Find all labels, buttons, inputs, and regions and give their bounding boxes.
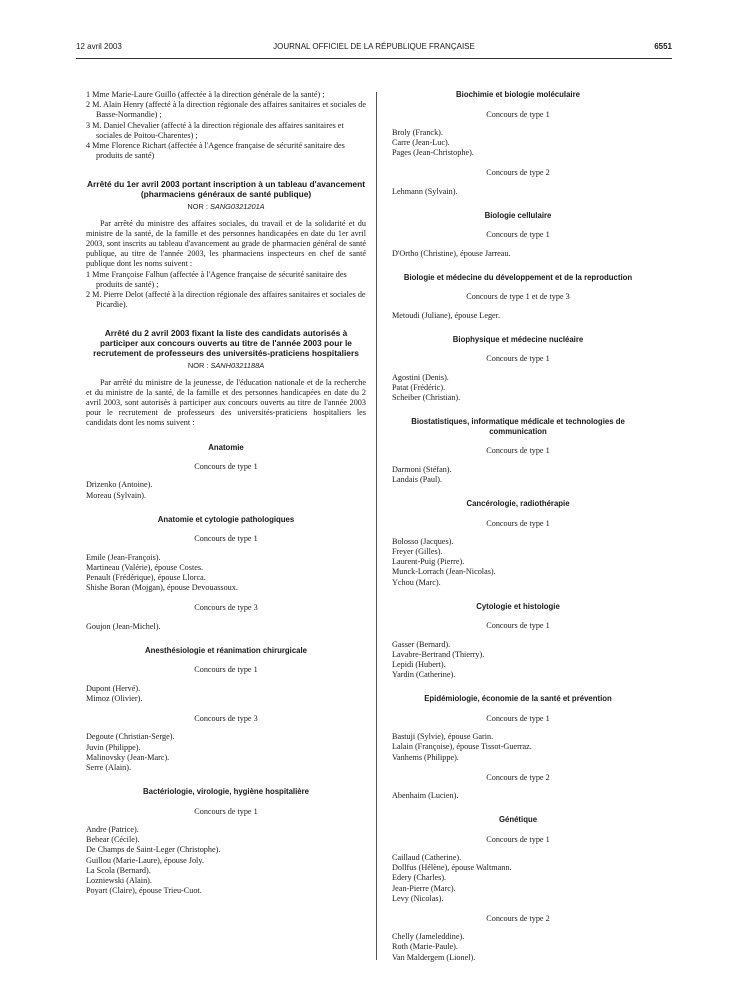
candidate-list <box>86 622 366 632</box>
candidate-name: Edery (Charles). <box>392 873 447 883</box>
header-rule <box>76 58 672 59</box>
candidate-name: D'Ortho (Christine), épouse Jarreau. <box>392 248 511 258</box>
header-date: 12 avril 2003 <box>76 42 122 51</box>
right-column <box>392 90 644 963</box>
nor-code: SANG0321201A <box>209 202 265 212</box>
list-item: 1 Mme Françoise Falhun (affectée à l'Agence française de sécurité sanitaire des produits de santé) ; <box>86 269 347 289</box>
candidate-name: Darmoni (Stéfan). <box>392 464 452 474</box>
concours-label: Concours de type 1 <box>486 354 550 364</box>
candidate-list <box>392 932 644 963</box>
candidate-name: Bastuji (Sylvie), épouse Garin. <box>392 732 494 742</box>
candidate-list <box>392 853 644 904</box>
candidate-name: Emile (Jean-François). <box>86 552 161 562</box>
nor-label: NOR : <box>187 202 208 212</box>
candidate-name: Lepidi (Hubert). <box>392 660 446 670</box>
concours-label: Concours de type 1 <box>486 446 550 456</box>
left-column <box>86 90 366 896</box>
candidate-name: Caillaud (Catherine). <box>392 853 462 863</box>
candidate-name: Lozniewski (Alain). <box>86 875 152 885</box>
candidate-name: Gasser (Bernard). <box>392 639 451 649</box>
candidate-name: Penault (Frédérique), épouse Llorca. <box>86 573 206 583</box>
candidate-name: Roth (Marie-Paule). <box>392 942 458 952</box>
candidate-name: Poyart (Claire), épouse Trieu-Cuot. <box>86 886 202 896</box>
concours-label: Concours de type 1 <box>486 109 550 119</box>
discipline-heading: Anatomie <box>208 442 244 452</box>
discipline-heading: Génétique <box>498 815 538 825</box>
discipline-heading: Bactériologie, virologie, hygiène hospitalière <box>143 787 309 797</box>
candidate-list <box>392 187 644 197</box>
list-item: 2 M. Alain Henry (affecté à la direction régionale des affaires sanitaires et sociales de Basse-Normandie) ; <box>86 100 367 120</box>
candidate-name: Patat (Frédéric). <box>392 382 446 392</box>
discipline-heading: Biophysique et médecine nucléaire <box>452 334 584 344</box>
candidate-list <box>392 537 644 588</box>
candidate-name: Lalain (Françoise), épouse Tissot-Guerraz. <box>392 742 532 752</box>
list-item: 4 Mme Florence Richart (affectée à l'Agence française de sécurité sanitaire des produits de santé) <box>86 141 345 161</box>
nor-reference <box>86 361 366 371</box>
candidate-list <box>392 640 644 681</box>
candidate-name: De Champs de Saint-Leger (Christophe). <box>86 845 221 855</box>
candidate-name: Moreau (Sylvain). <box>86 490 147 500</box>
column-divider <box>376 92 377 960</box>
nor-code: SANH0321188A <box>210 361 265 371</box>
concours-label: Concours de type 1 <box>486 621 550 631</box>
discipline-heading: Biologie cellulaire <box>484 210 552 220</box>
discipline-heading: Anesthésiologie et réanimation chirurgicale <box>144 645 308 655</box>
candidate-list <box>86 732 366 773</box>
candidate-name: Vanhems (Philippe). <box>392 752 459 762</box>
candidate-list <box>86 684 366 704</box>
candidate-name: Metoudi (Juliane), épouse Leger. <box>392 310 500 320</box>
concours-label: Concours de type 2 <box>486 772 550 782</box>
candidate-name: Shishe Boran (Mojgan), épouse Devouassoux. <box>86 583 238 593</box>
candidate-name: Landais (Paul). <box>392 474 443 484</box>
candidate-name: Dupont (Hervé). <box>86 683 141 693</box>
candidate-name: Ychou (Marc). <box>392 577 441 587</box>
arrete-title: Arrêté du 1er avril 2003 portant inscription à un tableau d'avancement (pharmaciens généraux de santé publique) <box>87 179 365 200</box>
candidate-list <box>392 373 644 404</box>
candidate-name: Van Maldergem (Lionel). <box>392 952 476 962</box>
candidate-name: Laurent-Puig (Pierre). <box>392 557 465 567</box>
concours-label: Concours de type 2 <box>486 914 550 924</box>
candidate-list <box>392 791 644 801</box>
concours-label: Concours de type 1 <box>194 806 258 816</box>
discipline-heading: Cytologie et histologie <box>476 601 560 611</box>
concours-label: Concours de type 1 <box>486 834 550 844</box>
candidate-name: Agostini (Denis). <box>392 372 449 382</box>
concours-label: Concours de type 1 <box>486 714 550 724</box>
discipline-heading: Biostatistiques, informatique médicale et technologies de communication <box>411 417 625 436</box>
candidate-name: Guillou (Marie-Laure), épouse Joly. <box>86 855 204 865</box>
candidate-name: Scheiber (Christian). <box>392 393 461 403</box>
candidate-name: Pages (Jean-Christophe). <box>392 148 474 158</box>
discipline-heading: Epidémiologie, économie de la santé et prévention <box>424 694 612 704</box>
candidate-name: Serre (Alain). <box>86 762 132 772</box>
candidate-name: Munck-Lorrach (Jean-Nicolas). <box>392 567 496 577</box>
candidate-name: Mimoz (Olivier). <box>86 693 143 703</box>
candidate-name: Freyer (Gilles). <box>392 547 443 557</box>
concours-label: Concours de type 2 <box>486 168 550 178</box>
concours-label: Concours de type 3 <box>194 603 258 613</box>
candidate-name: Andre (Patrice). <box>86 824 139 834</box>
candidate-name: Martineau (Valérie), épouse Costes. <box>86 562 204 572</box>
discipline-heading: Biochimie et biologie moléculaire <box>456 90 580 99</box>
nor-reference <box>86 202 366 212</box>
left-disciplines <box>86 443 366 897</box>
discipline-heading: Cancérologie, radiothérapie <box>466 499 570 509</box>
candidate-name: Levy (Nicolas). <box>392 893 444 903</box>
page-number: 6551 <box>654 42 672 51</box>
journal-title: JOURNAL OFFICIEL DE LA RÉPUBLIQUE FRANÇAISE <box>273 42 475 51</box>
candidate-name: La Scola (Bernard). <box>86 865 151 875</box>
candidate-name: Chelly (Jameleddine). <box>392 932 465 942</box>
candidate-list <box>392 249 644 259</box>
candidate-name: Bebear (Cécile). <box>86 835 140 845</box>
concours-label: Concours de type 1 <box>194 665 258 675</box>
candidate-name: Carre (Jean-Luc). <box>392 138 450 147</box>
candidate-name: Yardin (Catherine). <box>392 670 456 680</box>
list-item: 2 M. Pierre Delot (affecté à la direction régionale des affaires sanitaires et sociales de Picardie). <box>86 290 366 310</box>
arrete-paragraph: Par arrêté du ministre de la jeunesse, de l'éducation nationale et de la recherche et du ministre de la santé, de la famille et des personnes handicapées en date du 2 avril 2003, sont autorisés à participer aux concours ouverts au titre de l'année 2003 pour le recrutement de professeurs des universités-praticiens hospitaliers les candidats dont les noms suivent : <box>86 377 366 428</box>
intro-list <box>86 90 366 161</box>
candidate-list <box>86 825 366 896</box>
candidate-name: Dollfus (Hélène), épouse Waltmann. <box>392 863 512 873</box>
candidate-name: Lavabre-Bertrand (Thierry). <box>392 649 485 659</box>
concours-label: Concours de type 1 <box>486 230 550 240</box>
candidate-name: Malinovsky (Jean-Marc). <box>86 752 170 762</box>
list-item: 3 M. Daniel Chevalier (affecté à la direction régionale des affaires sanitaires et sociales de Poitou-Charentes) ; <box>86 120 344 140</box>
candidate-name: Juvin (Philippe). <box>86 742 141 752</box>
concours-label: Concours de type 1 <box>194 462 258 472</box>
concours-label: Concours de type 1 et de type 3 <box>466 292 570 302</box>
arrete-paragraph: Par arrêté du ministre des affaires sociales, du travail et de la solidarité et du ministre de la santé, de la famille et des personnes handicapées en date du 1er avril 2003, sont inscrits au tableau d'avancement au grade de pharmacien général de santé publique, au titre de l'année 2003, les pharmaciens inspecteurs en chef de santé publique dont les noms suivent : <box>86 218 366 269</box>
nor-label: NOR : <box>187 361 209 371</box>
candidate-list <box>86 553 366 594</box>
candidate-name: Abenhaim (Lucien). <box>392 791 459 801</box>
discipline-heading: Biologie et médecine du développement et de la reproduction <box>403 272 633 282</box>
candidate-list <box>392 465 644 485</box>
candidate-name: Goujon (Jean-Michel). <box>86 621 161 631</box>
candidate-list <box>86 480 366 500</box>
candidate-list <box>392 311 644 321</box>
concours-label: Concours de type 1 <box>194 534 258 544</box>
page-header <box>76 42 672 56</box>
candidate-name: Drizenko (Antoine). <box>86 480 153 490</box>
arrete-title: Arrêté du 2 avril 2003 fixant la liste des candidats autorisés à participer aux concours ouverts au titre de l'année 2003 pour le recrutement de professeurs des universités-praticiens hospitaliers <box>93 328 359 359</box>
candidate-list <box>392 732 644 763</box>
candidate-name: Degoute (Christian-Serge). <box>86 732 175 742</box>
candidate-name: Bolosso (Jacques). <box>392 536 454 546</box>
concours-label: Concours de type 1 <box>486 518 550 528</box>
candidate-name: Lehmann (Sylvain). <box>392 186 458 196</box>
candidate-list <box>392 128 644 159</box>
candidate-name: Jean-Pierre (Marc). <box>392 883 456 893</box>
candidate-name: Broly (Franck). <box>392 127 443 137</box>
list-item: 1 Mme Marie-Laure Guillo (affectée à la direction générale de la santé) ; <box>86 90 325 99</box>
discipline-heading: Anatomie et cytologie pathologiques <box>157 514 295 524</box>
concours-label: Concours de type 3 <box>194 714 258 724</box>
